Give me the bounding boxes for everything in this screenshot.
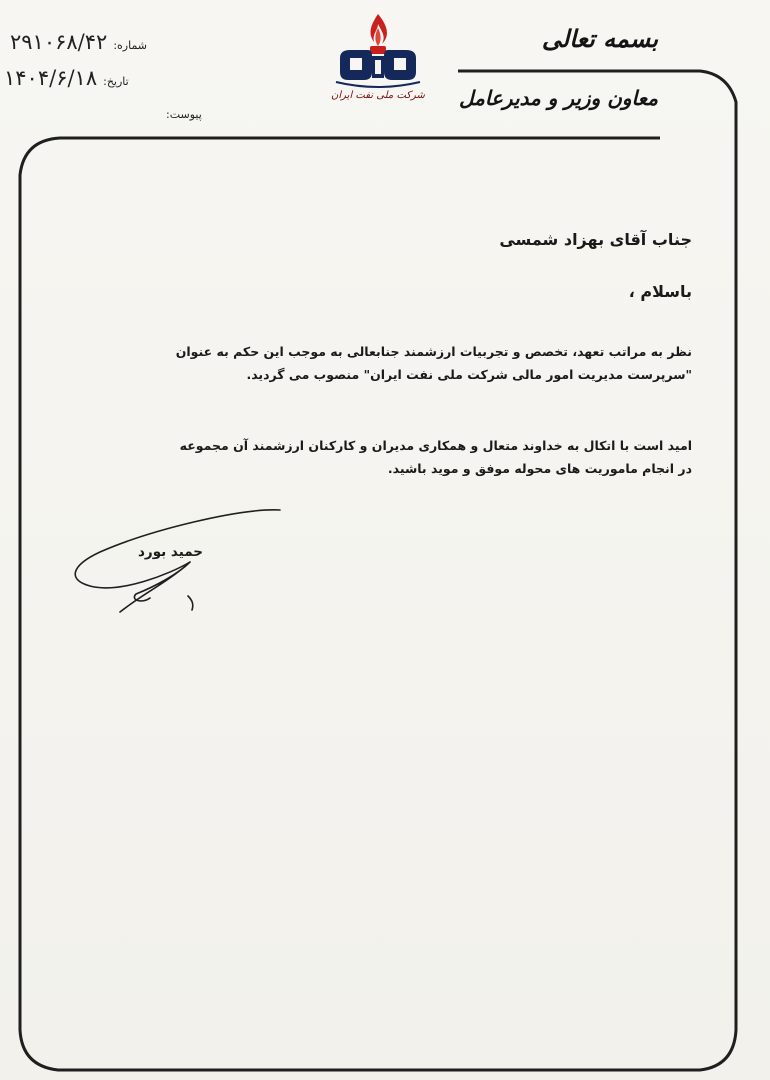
letter-number-value: ۲۹۱۰۶۸/۴۲ — [10, 30, 108, 54]
letter-paragraph-1 — [72, 340, 692, 386]
paragraph-1-line: "سرپرست مدیریت امور مالی شرکت ملی نفت ایران" منصوب می گردید. — [246, 367, 692, 382]
letter-recipient: جناب آقای بهزاد شمسی — [499, 230, 692, 249]
bismillah-heading: بسمه تعالی — [541, 24, 658, 53]
letter-greeting: باسلام ، — [628, 282, 692, 301]
handwritten-signature — [60, 500, 300, 630]
logo-caption: شرکت ملی نفت ایران — [331, 90, 425, 101]
paragraph-1-line: نظر به مراتب تعهد، تخصص و تجربیات ارزشمند جنابعالی به موجب این حکم به عنوان — [175, 344, 692, 359]
letter-attachment-row — [160, 108, 202, 121]
deputy-title: معاون وزیر و مدیرعامل — [459, 86, 658, 110]
paragraph-2-line: در انجام ماموریت های محوله موفق و موید باشید. — [387, 461, 692, 476]
letter-date-label: تاریخ: — [103, 75, 129, 88]
letter-number-label: شماره: — [113, 39, 148, 52]
letter-paragraph-2 — [72, 434, 692, 480]
signer-name: حمید بورد — [138, 544, 204, 560]
letter-date-value: ۱۴۰۴/۶/۱۸ — [4, 66, 98, 90]
letter-date-row — [4, 66, 129, 90]
paragraph-2-line: امید است با اتکال به خداوند متعال و همکاری مدیران و کارکنان ارزشمند آن مجموعه — [179, 438, 692, 453]
letter-attachment-label: پیوست: — [166, 108, 202, 121]
letter-number-row — [10, 30, 147, 54]
